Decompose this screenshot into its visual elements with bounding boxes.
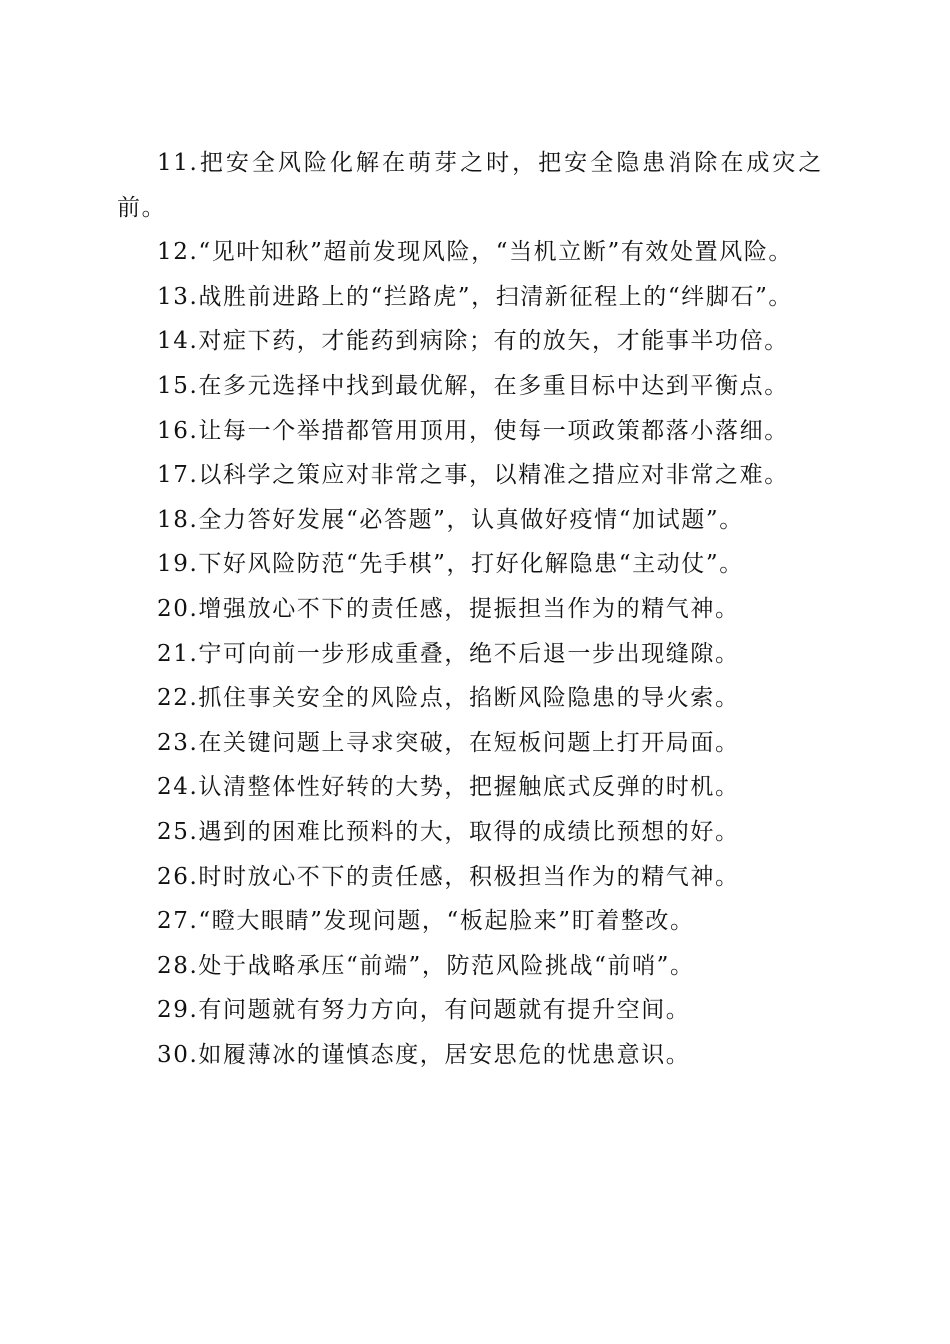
- item-number: 18.: [157, 506, 199, 533]
- list-item: [117, 721, 823, 766]
- list-item: [117, 632, 823, 677]
- item-text: “瞪大眼睛”发现问题，“板起脸来”盯着整改。: [198, 908, 695, 935]
- item-text: 遇到的困难比预料的大，取得的成绩比预想的好。: [198, 818, 740, 845]
- list-item: [117, 1033, 823, 1078]
- item-text: 认清整体性好转的大势，把握触底式反弹的时机。: [198, 774, 740, 801]
- list-item: [117, 587, 823, 632]
- list-item: [117, 855, 823, 900]
- item-number: 24.: [157, 774, 199, 801]
- item-number: 22.: [157, 685, 199, 712]
- item-text: 在关键问题上寻求突破，在短板问题上打开局面。: [198, 729, 740, 756]
- list-item: [117, 453, 823, 498]
- item-text: 把安全风险化解在萌芽之时，把安全隐患消除在成灾之前。: [117, 150, 823, 221]
- list-item: [117, 944, 823, 989]
- item-number: 17.: [157, 462, 199, 489]
- list-item: [117, 765, 823, 810]
- item-text: 下好风险防范“先手棋”，打好化解隐患“主动仗”。: [198, 551, 744, 578]
- item-text: 全力答好发展“必答题”，认真做好疫情“加试题”。: [198, 506, 744, 533]
- item-number: 16.: [157, 417, 199, 444]
- item-text: 时时放心不下的责任感，积极担当作为的精气神。: [198, 863, 740, 890]
- item-text: 战胜前进路上的“拦路虎”，扫清新征程上的“绊脚石”。: [198, 283, 794, 310]
- list-item: [117, 409, 823, 454]
- list-item: [117, 141, 823, 230]
- item-number: 27.: [157, 908, 199, 935]
- item-number: 26.: [157, 863, 199, 890]
- item-number: 19.: [157, 551, 199, 578]
- list-item: [117, 988, 823, 1033]
- list-item: [117, 810, 823, 855]
- item-text: 宁可向前一步形成重叠，绝不后退一步出现缝隙。: [198, 640, 740, 667]
- item-text: “见叶知秋”超前发现风险，“当机立断”有效处置风险。: [198, 239, 794, 266]
- list-item: [117, 676, 823, 721]
- list-item: [117, 899, 823, 944]
- item-number: 15.: [157, 372, 199, 399]
- list-item: [117, 230, 823, 275]
- list-item: [117, 542, 823, 587]
- item-text: 抓住事关安全的风险点，掐断风险隐患的导火索。: [198, 685, 740, 712]
- item-number: 23.: [157, 729, 199, 756]
- item-text: 让每一个举措都管用顶用，使每一项政策都落小落细。: [198, 417, 789, 444]
- item-number: 28.: [157, 952, 199, 979]
- item-number: 11.: [157, 150, 199, 176]
- item-text: 增强放心不下的责任感，提振担当作为的精气神。: [198, 595, 740, 622]
- item-number: 12.: [157, 239, 199, 266]
- item-text: 处于战略承压“前端”，防范风险挑战“前哨”。: [198, 952, 695, 979]
- list-item: [117, 364, 823, 409]
- item-number: 20.: [157, 595, 199, 622]
- list-item: [117, 319, 823, 364]
- item-text: 在多元选择中找到最优解，在多重目标中达到平衡点。: [198, 372, 789, 399]
- item-text: 对症下药，才能药到病除；有的放矢，才能事半功倍。: [198, 328, 789, 355]
- item-number: 25.: [157, 818, 199, 845]
- item-text: 如履薄冰的谨慎态度，居安思危的忧患意识。: [198, 1041, 691, 1068]
- item-number: 29.: [157, 997, 199, 1024]
- item-number: 30.: [157, 1041, 199, 1068]
- list-item: [117, 498, 823, 543]
- list-item: [117, 275, 823, 320]
- item-text: 有问题就有努力方向，有问题就有提升空间。: [198, 997, 691, 1024]
- item-number: 13.: [157, 283, 199, 310]
- item-number: 14.: [157, 328, 199, 355]
- item-number: 21.: [157, 640, 199, 667]
- item-text: 以科学之策应对非常之事，以精准之措应对非常之难。: [198, 462, 789, 489]
- document-body: [117, 141, 823, 1077]
